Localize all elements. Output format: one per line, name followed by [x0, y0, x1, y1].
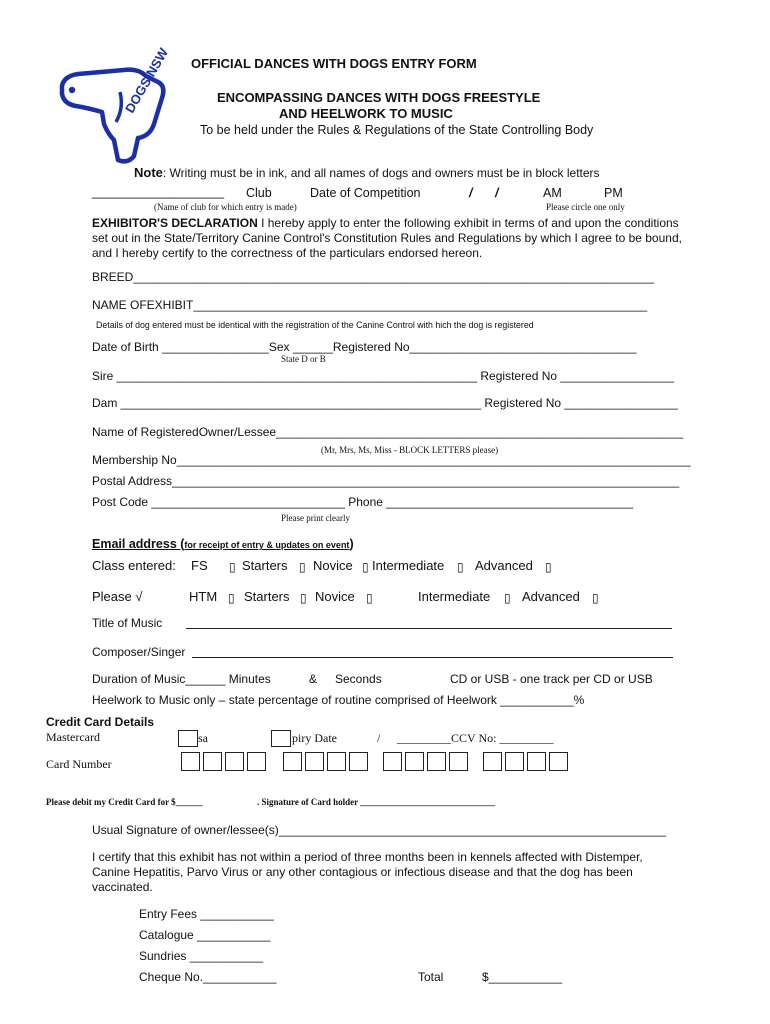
class-intermediate-label: Intermediate — [372, 558, 445, 573]
sire-field[interactable]: Sire ______________________________________________________ Registered No _________________ — [92, 369, 674, 383]
class-starters-label: Starters — [242, 558, 288, 573]
note-text: : Writing must be in ink, and all names of dogs and owners must be in block letters — [162, 166, 600, 180]
total-value[interactable]: $___________ — [482, 970, 563, 984]
postal-address-field[interactable]: Postal Address____________________________________________________________________________ — [92, 474, 680, 488]
email-label: Email address ( — [92, 537, 185, 551]
form-subtitle-2: AND HEELWORK TO MUSIC — [279, 106, 453, 121]
exhibitor-declaration — [92, 216, 682, 261]
form-subtitle-1: ENCOMPASSING DANCES WITH DOGS FREESTYLE — [217, 90, 541, 105]
card-digit-box[interactable] — [349, 752, 368, 771]
email-close: ) — [349, 537, 354, 551]
class-htm-label: HTM — [189, 589, 218, 604]
class-advanced-label: Advanced — [475, 558, 533, 573]
composer-line[interactable] — [192, 657, 673, 658]
sex-hint: State D or B — [281, 354, 326, 364]
entry-fees-line[interactable]: Entry Fees ___________ — [139, 907, 274, 921]
card-digit-box[interactable] — [247, 752, 266, 771]
visa-checkbox[interactable] — [178, 730, 198, 747]
class-htm-advanced-label: Advanced — [522, 589, 580, 604]
duration-seconds: Seconds — [335, 672, 382, 686]
mastercard-label: Mastercard — [46, 730, 100, 744]
exhibit-name-field[interactable]: NAME OFEXHIBIT____________________________________________________________________ — [92, 298, 648, 312]
logo-text: DOGS NSW — [122, 45, 172, 116]
cheque-no-line[interactable]: Cheque No.___________ — [139, 970, 277, 984]
card-digit-box[interactable] — [427, 752, 446, 771]
declaration-text: I hereby apply to enter the following exhibit in terms of and upon the conditions set out in the State/Territory Canine Control's Constitution Rules and Regulations by which I agree to be bound, and I hereby certify to the correctness of the particulars endorsed hereon. — [92, 216, 682, 260]
club-blank[interactable]: ___________________ — [92, 185, 225, 199]
owner-hint: (Mr, Mrs, Ms, Miss - BLOCK LETTERS please) — [321, 445, 499, 455]
checkbox-fs-advanced-end[interactable]: ▯ — [545, 560, 552, 574]
card-number-label: Card Number — [46, 757, 112, 771]
sundries-line[interactable]: Sundries ___________ — [139, 949, 264, 963]
circle-hint: Please circle one only — [546, 202, 625, 212]
card-number-boxes[interactable] — [181, 752, 573, 774]
card-digit-box[interactable] — [383, 752, 402, 771]
postcode-phone-line[interactable]: Post Code _____________________________ Phone _____________________________________ — [92, 495, 634, 509]
dog-head-icon — [58, 64, 186, 168]
club-label: Club — [246, 186, 272, 200]
debit-amount-line[interactable]: Please debit my Credit Card for $______ — [46, 797, 203, 807]
print-hint: Please print clearly — [281, 513, 350, 523]
title-of-music-line[interactable] — [186, 628, 672, 629]
usual-signature-line[interactable]: Usual Signature of owner/lessee(s)__________________________________________________________ — [92, 823, 666, 837]
note-label: Note — [134, 165, 163, 180]
membership-field[interactable]: Membership No_____________________________________________________________________________ — [92, 453, 691, 467]
checkbox-fs-novice[interactable]: ▯ — [299, 560, 306, 574]
expiry-label: piry Date — [292, 731, 337, 745]
checkbox-fs-starters[interactable]: ▯ — [229, 560, 236, 574]
please-tick-label: Please √ — [92, 589, 143, 604]
class-htm-novice-label: Novice — [315, 589, 355, 604]
rules-line: To be held under the Rules & Regulations of the State Controlling Body — [200, 123, 594, 137]
date-slash-2: / — [495, 186, 499, 200]
class-htm-starters-label: Starters — [244, 589, 290, 604]
email-address-line[interactable] — [92, 537, 354, 551]
checkbox-htm-intermediate[interactable]: ▯ — [366, 591, 373, 605]
class-fs-label: FS — [191, 558, 208, 573]
form-title: OFFICIAL DANCES WITH DOGS ENTRY FORM — [191, 56, 477, 71]
details-note: Details of dog entered must be identical with the registration of the Canine Control with hich the dog is registered — [96, 320, 534, 330]
certification-text: I certify that this exhibit has not within a period of three months been in kennels affected with Distemper, Canine Hepatitis, Parvo Virus or any other contagious or infectious disease and that the dog has been vaccinated. — [92, 850, 643, 894]
owner-field[interactable]: Name of RegisteredOwner/Lessee_____________________________________________________________ — [92, 425, 684, 439]
dam-field[interactable]: Dam ______________________________________________________ Registered No _________________ — [92, 396, 678, 410]
card-digit-box[interactable] — [225, 752, 244, 771]
card-digit-box[interactable] — [449, 752, 468, 771]
class-htm-intermediate-label: Intermediate — [418, 589, 491, 604]
cardholder-signature-line[interactable]: . Signature of Card holder ______________________________ — [257, 797, 496, 807]
note-line — [134, 165, 600, 180]
card-digit-box[interactable] — [549, 752, 568, 771]
card-digit-box[interactable] — [305, 752, 324, 771]
date-of-birth-line[interactable]: Date of Birth ________________Sex ______Registered No__________________________________ — [92, 340, 637, 354]
am-option[interactable]: AM — [543, 186, 562, 200]
duration-ampersand: & — [309, 672, 318, 686]
card-digit-box[interactable] — [483, 752, 502, 771]
card-digit-box[interactable] — [283, 752, 302, 771]
ccv-field[interactable]: _________CCV No: _________ — [397, 731, 554, 745]
card-digit-box[interactable] — [505, 752, 524, 771]
checkbox-fs-advanced[interactable]: ▯ — [457, 560, 464, 574]
total-label: Total — [418, 970, 444, 984]
checkbox-fs-intermediate[interactable]: ▯ — [362, 560, 369, 574]
declaration-heading: EXHIBITOR'S DECLARATION — [92, 216, 258, 230]
pm-option[interactable]: PM — [604, 186, 623, 200]
catalogue-line[interactable]: Catalogue ___________ — [139, 928, 271, 942]
visa-label: sa — [198, 731, 208, 745]
breed-field[interactable]: BREED______________________________________________________________________________ — [92, 270, 654, 284]
card-digit-box[interactable] — [181, 752, 200, 771]
composer-label: Composer/Singer — [92, 645, 186, 659]
cd-usb-note: CD or USB - one track per CD or USB — [450, 672, 653, 686]
date-of-competition-label: Date of Competition — [310, 186, 421, 200]
date-slash-1: / — [469, 186, 473, 200]
dogs-nsw-logo — [58, 45, 186, 168]
title-of-music-label: Title of Music — [92, 616, 163, 630]
checkbox-htm-advanced-end[interactable]: ▯ — [592, 591, 599, 605]
credit-card-heading: Credit Card Details — [46, 715, 155, 729]
card-digit-box[interactable] — [527, 752, 546, 771]
checkbox-htm-novice[interactable]: ▯ — [300, 591, 307, 605]
card-digit-box[interactable] — [203, 752, 222, 771]
class-novice-label: Novice — [313, 558, 353, 573]
expiry-slash: / — [377, 731, 381, 745]
email-hint: for receipt of entry & updates on event — [184, 540, 350, 550]
expiry-box[interactable] — [271, 730, 291, 747]
class-entered-label: Class entered: — [92, 558, 176, 573]
checkbox-htm-advanced[interactable]: ▯ — [504, 591, 511, 605]
card-digit-box[interactable] — [327, 752, 346, 771]
heelwork-percentage-line[interactable]: Heelwork to Music only – state percentage of routine comprised of Heelwork ___________% — [92, 693, 585, 707]
checkbox-htm-starters[interactable]: ▯ — [228, 591, 235, 605]
duration-line[interactable]: Duration of Music______ Minutes — [92, 672, 271, 686]
club-hint: (Name of club for which entry is made) — [154, 202, 297, 212]
card-digit-box[interactable] — [405, 752, 424, 771]
